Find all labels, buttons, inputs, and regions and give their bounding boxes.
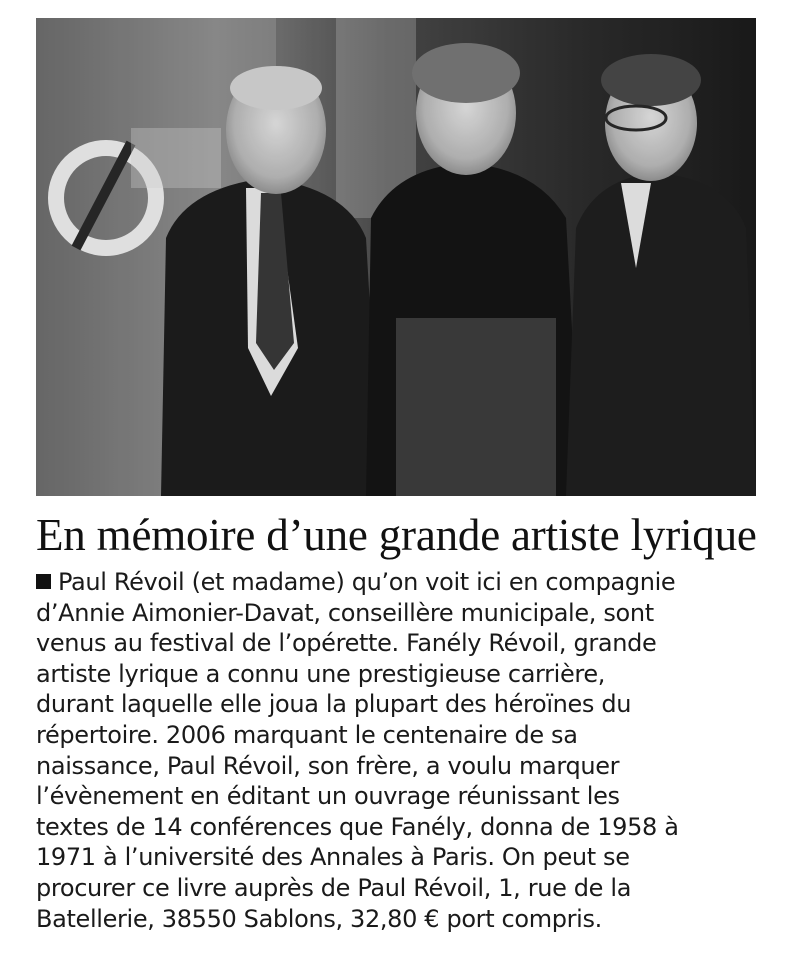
body-line: artiste lyrique a connu une prestigieuse carrière, <box>36 659 606 688</box>
body-line: venus au festival de l’opérette. Fanély Révoil, grande <box>36 629 657 658</box>
body-line: durant laquelle elle joua la plupart des héroïnes du <box>36 690 632 719</box>
bullet-square-icon <box>36 574 51 589</box>
body-line: l’évènement en éditant un ouvrage réunissant les <box>36 782 620 811</box>
article-photo <box>36 18 756 496</box>
article-body <box>36 567 772 934</box>
body-line: d’Annie Aimonier-Davat, conseillère municipale, sont <box>36 598 654 627</box>
photo-three-people-image <box>36 18 756 496</box>
body-line: procurer ce livre auprès de Paul Révoil, 1, rue de la <box>36 873 632 902</box>
article-headline: En mémoire d’une grande artiste lyrique <box>36 510 757 560</box>
body-line: Batellerie, 38550 Sablons, 32,80 € port compris. <box>36 904 602 933</box>
body-line-text: Paul Révoil (et madame) qu’on voit ici en compagnie <box>58 568 676 596</box>
body-line: répertoire. 2006 marquant le centenaire de sa <box>36 720 578 749</box>
body-line: textes de 14 conférences que Fanély, donna de 1958 à <box>36 812 679 841</box>
body-line: naissance, Paul Révoil, son frère, a voulu marquer <box>36 751 620 780</box>
body-line <box>36 567 772 598</box>
body-line: 1971 à l’université des Annales à Paris. On peut se <box>36 843 630 872</box>
